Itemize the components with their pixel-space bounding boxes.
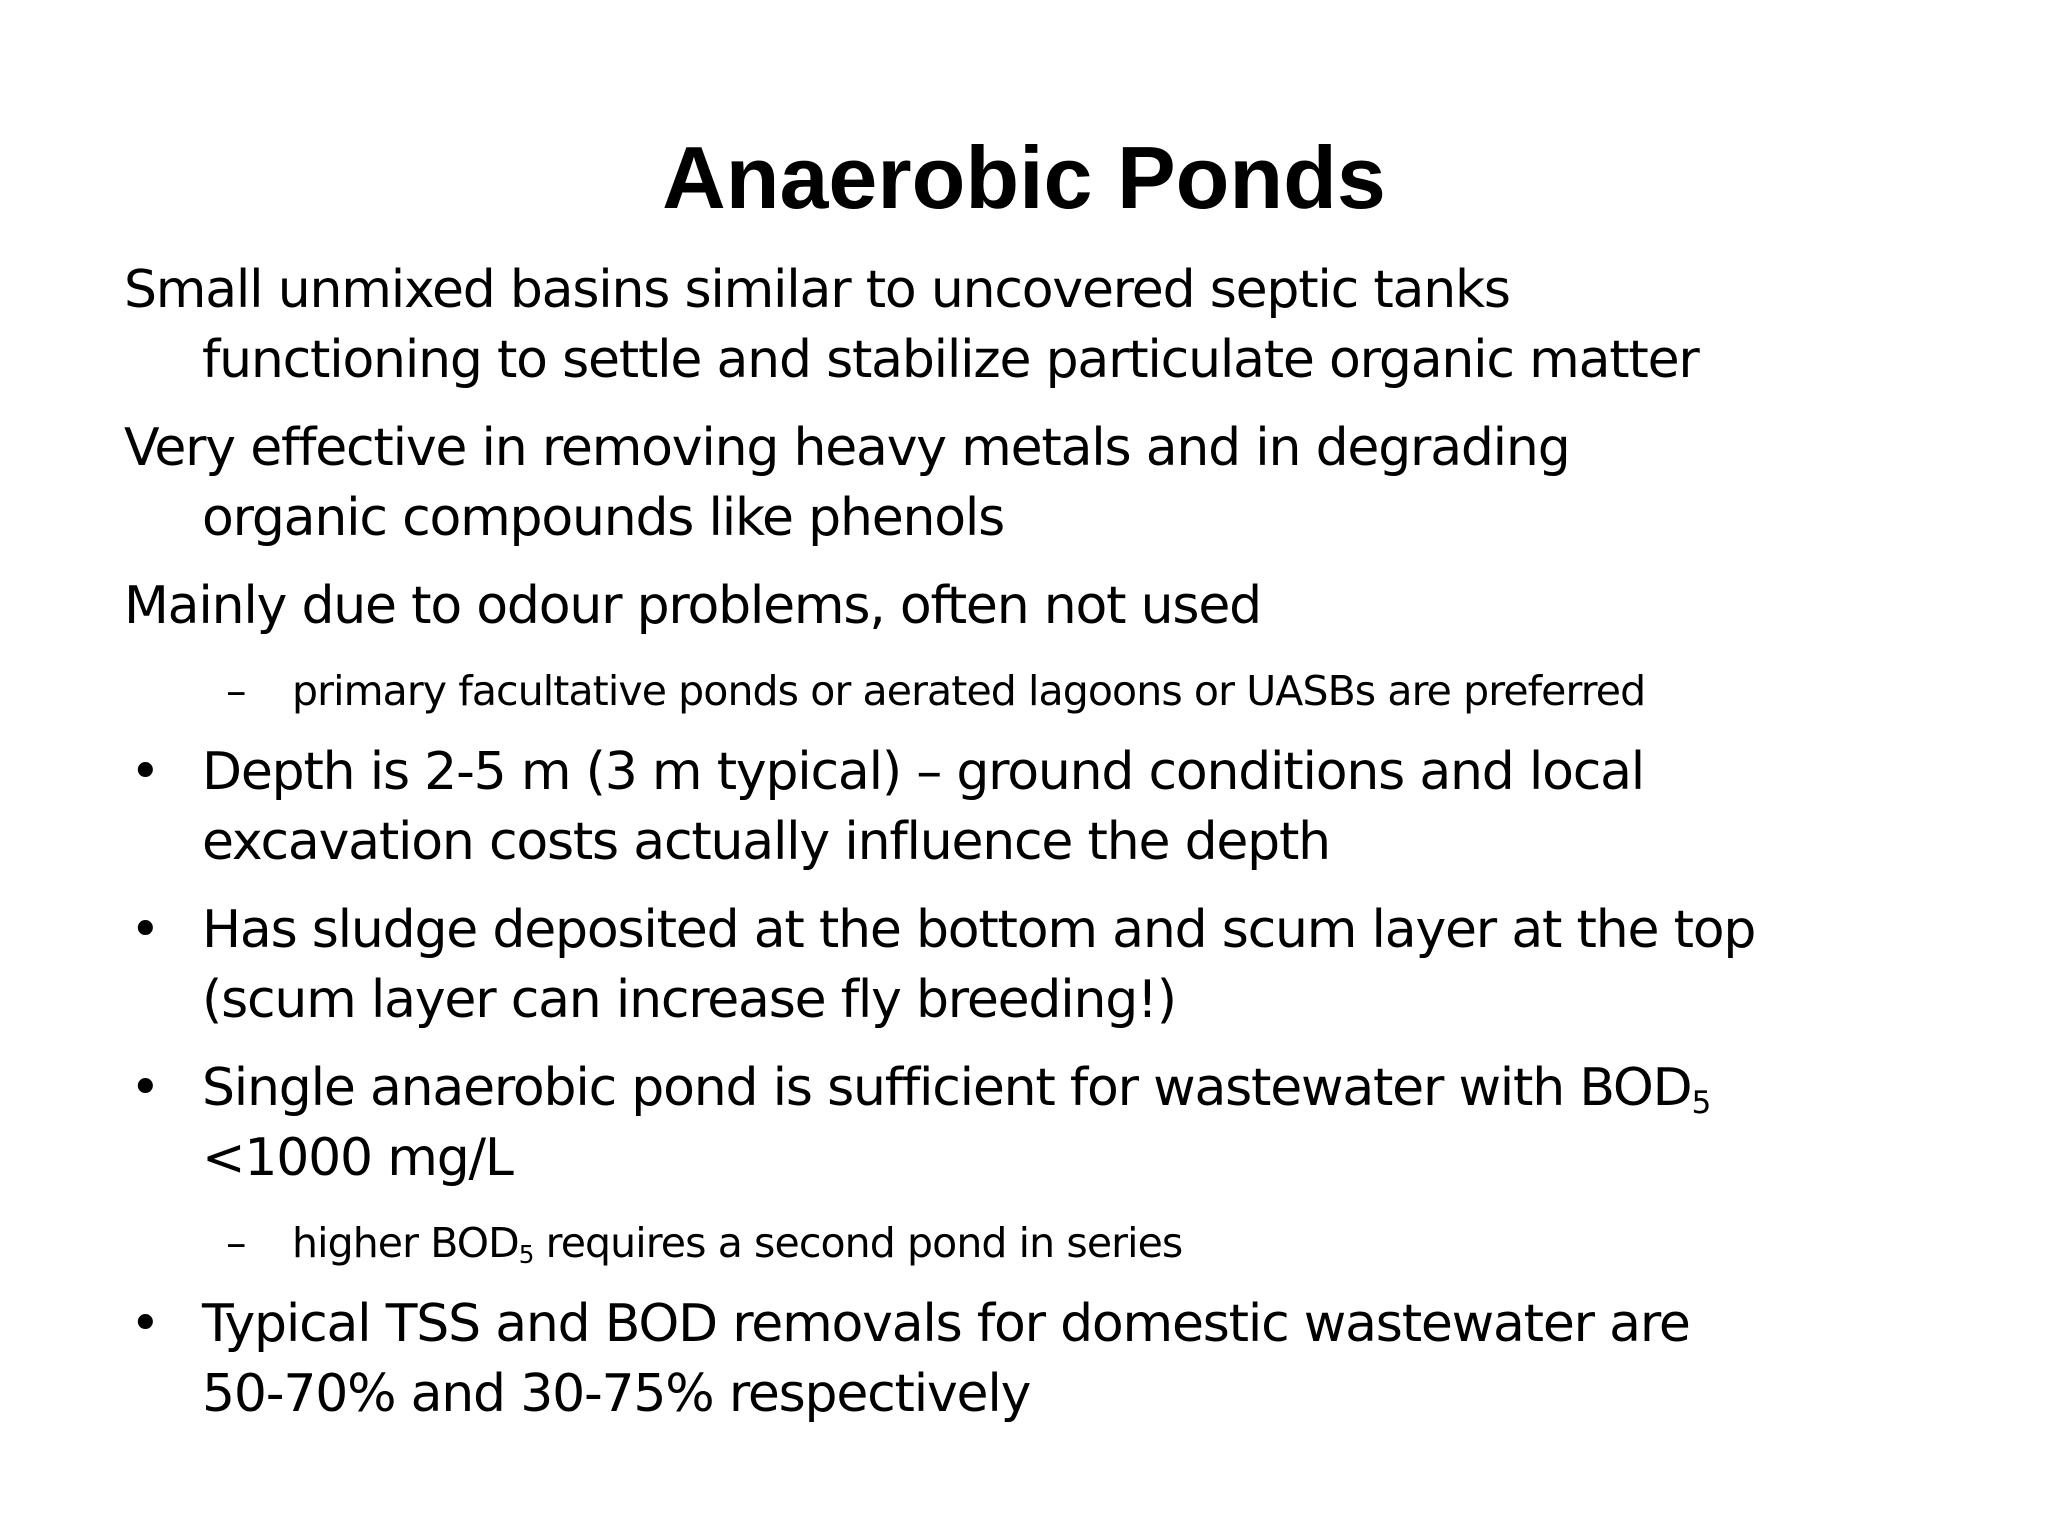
dash-marker: – xyxy=(226,1219,246,1267)
paragraph-basins xyxy=(124,255,1984,395)
bullet-line: Has sludge deposited at the bottom and scum layer at the top xyxy=(202,900,1756,960)
sub-bullet-text xyxy=(220,1215,2000,1271)
bullet-marker: • xyxy=(130,742,160,802)
paragraph-odour xyxy=(124,571,1984,641)
paragraph-line: Small unmixed basins similar to uncovered septic tanks xyxy=(124,260,1510,320)
bullet-marker: • xyxy=(130,1058,160,1118)
paragraph-line: functioning to settle and stabilize particulate organic matter xyxy=(202,330,1699,390)
subscript: 5 xyxy=(518,1240,534,1270)
bullet-line: Depth is 2-5 m (3 m typical) – ground conditions and local xyxy=(202,742,1645,802)
bullet-line: 50-70% and 30-75% respectively xyxy=(202,1364,1031,1424)
paragraph-line: Very effective in removing heavy metals and in degrading xyxy=(124,418,1570,478)
bullet-text: Single anaerobic pond is sufficient for wastewater with BOD xyxy=(202,1058,1692,1118)
slide-title: Anaerobic Ponds xyxy=(662,128,1386,227)
bullet-single-pond xyxy=(124,1053,1984,1193)
bullet-line: excavation costs actually influence the depth xyxy=(202,812,1330,872)
sub-bullet-pre: higher BOD xyxy=(292,1219,519,1267)
subscript: 5 xyxy=(1691,1084,1711,1121)
bullet-line: Typical TSS and BOD removals for domestic wastewater are xyxy=(202,1294,1690,1354)
bullet-line: <1000 mg/L xyxy=(202,1128,513,1188)
bullet-depth xyxy=(124,737,1984,877)
sub-bullet-text: primary facultative ponds or aerated lagoons or UASBs are preferred xyxy=(292,667,1646,715)
sub-bullet-preferred xyxy=(220,663,2000,719)
bullet-marker: • xyxy=(130,1294,160,1354)
paragraph-line: organic compounds like phenols xyxy=(202,488,1005,548)
bullet-marker: • xyxy=(130,900,160,960)
paragraph-line: Mainly due to odour problems, often not used xyxy=(124,576,1261,636)
bullet-removals xyxy=(124,1289,1984,1429)
paragraph-effectiveness xyxy=(124,413,1984,553)
bullet-sludge xyxy=(124,895,1984,1035)
bullet-line xyxy=(124,1053,1984,1123)
sub-bullet-series xyxy=(220,1215,2000,1271)
dash-marker: – xyxy=(226,667,246,715)
bullet-line: (scum layer can increase fly breeding!) xyxy=(202,970,1176,1030)
sub-bullet-post: requires a second pond in series xyxy=(533,1219,1183,1267)
